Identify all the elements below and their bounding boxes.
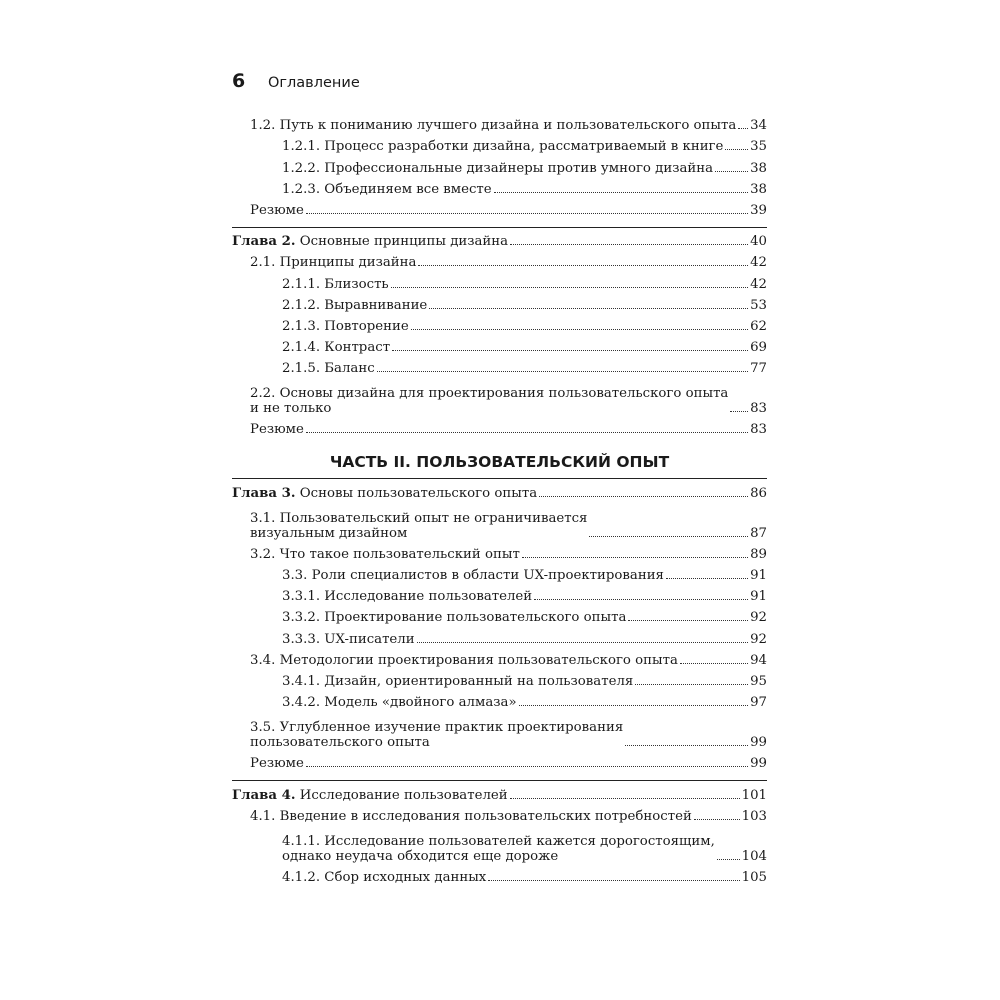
toc-entry[interactable] bbox=[232, 604, 767, 625]
chapter-title: Исследование пользователей bbox=[295, 787, 508, 803]
toc-entry[interactable] bbox=[232, 334, 767, 355]
toc-entry-title: 2.1.2. Выравнивание bbox=[282, 297, 428, 313]
dot-leader bbox=[377, 371, 748, 372]
dot-leader bbox=[510, 798, 740, 799]
dot-leader bbox=[730, 411, 748, 412]
toc-page-number: 38 bbox=[750, 160, 767, 176]
toc-entry[interactable] bbox=[232, 803, 767, 824]
toc-entry-title bbox=[250, 511, 587, 541]
dot-leader bbox=[494, 192, 748, 193]
toc-entry-title: Резюме bbox=[250, 756, 304, 772]
part-heading: ЧАСТЬ II. ПОЛЬЗОВАТЕЛЬСКИЙ ОПЫТ bbox=[329, 453, 670, 472]
toc-page-number: 83 bbox=[750, 401, 767, 417]
dot-leader bbox=[306, 213, 748, 214]
toc-entry-title bbox=[282, 834, 715, 864]
toc-chapter-2[interactable] bbox=[232, 228, 767, 249]
toc-page-number: 42 bbox=[750, 255, 767, 271]
toc-entry-title: 1.2.3. Объединяем все вместе bbox=[282, 181, 492, 197]
chapter-title: Основы пользовательского опыта bbox=[295, 485, 538, 501]
toc-page-number: 77 bbox=[750, 361, 767, 377]
toc-entry-title: 3.2. Что такое пользовательский опыт bbox=[250, 546, 520, 562]
toc-entry-title: 1.2.2. Профессиональные дизайнеры против умного дизайна bbox=[282, 160, 714, 176]
dot-leader bbox=[522, 557, 748, 558]
toc-entry[interactable] bbox=[232, 292, 767, 313]
toc-page-number: 39 bbox=[750, 202, 767, 218]
chapter-label: Глава 2. bbox=[232, 234, 296, 250]
toc-entry-title: 4.1.2. Сбор исходных данных bbox=[282, 869, 487, 885]
toc-entry[interactable] bbox=[232, 541, 767, 562]
toc-entry[interactable] bbox=[232, 376, 767, 416]
toc-entry[interactable] bbox=[232, 249, 767, 270]
toc-page-number: 103 bbox=[741, 808, 767, 824]
toc-entry[interactable] bbox=[232, 689, 767, 710]
dot-leader bbox=[392, 350, 748, 351]
dot-leader bbox=[635, 684, 748, 685]
toc-page-number: 62 bbox=[750, 318, 767, 334]
toc-entry-title: Резюме bbox=[250, 422, 304, 438]
dot-leader bbox=[725, 149, 748, 150]
dot-leader bbox=[694, 819, 740, 820]
toc-page-number: 92 bbox=[750, 631, 767, 647]
toc-page-number: 92 bbox=[750, 610, 767, 626]
dot-leader bbox=[717, 859, 740, 860]
chapter-label: Глава 4. bbox=[232, 787, 296, 803]
toc-entry-summary[interactable] bbox=[232, 750, 767, 771]
dot-leader bbox=[625, 745, 748, 746]
dot-leader bbox=[306, 432, 748, 433]
dot-leader bbox=[306, 766, 748, 767]
toc-entry-summary[interactable] bbox=[232, 416, 767, 437]
dot-leader bbox=[738, 128, 748, 129]
toc-entry-title: 2.1.1. Близость bbox=[282, 276, 389, 292]
toc-page-number: 95 bbox=[750, 673, 767, 689]
toc-page-number: 99 bbox=[750, 735, 767, 751]
toc-page-number: 91 bbox=[750, 568, 767, 583]
chapter-title: Основные принципы дизайна bbox=[295, 234, 509, 250]
toc-page-number: 69 bbox=[750, 340, 767, 356]
toc-entry-line: однако неудача обходится еще дороже bbox=[282, 848, 559, 864]
dot-leader bbox=[418, 265, 748, 266]
toc-entry-title: 2.1.5. Баланс bbox=[282, 361, 375, 377]
dot-leader bbox=[417, 642, 748, 643]
toc-page-number: 87 bbox=[750, 525, 767, 541]
chapter-label: Глава 3. bbox=[232, 485, 296, 501]
dot-leader bbox=[519, 705, 748, 706]
toc-entry-line: и не только bbox=[250, 401, 332, 417]
toc-entry[interactable] bbox=[232, 668, 767, 689]
toc-entry[interactable] bbox=[232, 625, 767, 646]
page-number: 6 bbox=[232, 70, 246, 92]
toc-page-number: 53 bbox=[750, 297, 767, 313]
toc-entry[interactable] bbox=[232, 112, 767, 133]
toc-entry-title: 3.3.2. Проектирование пользовательского опыта bbox=[282, 610, 627, 626]
dot-leader bbox=[488, 880, 739, 881]
toc-entry[interactable] bbox=[232, 133, 767, 154]
page-header bbox=[232, 70, 360, 92]
dot-leader bbox=[510, 244, 748, 245]
toc-page-number: 86 bbox=[750, 485, 767, 501]
toc-entry[interactable] bbox=[232, 583, 767, 604]
toc-entry-title: 2.1.4. Контраст bbox=[282, 340, 391, 356]
toc-entry-title bbox=[250, 386, 728, 416]
dot-leader bbox=[539, 496, 748, 497]
dot-leader bbox=[680, 663, 748, 664]
toc-page-number: 34 bbox=[750, 118, 767, 134]
chapter-heading bbox=[232, 234, 508, 249]
toc-entry-line: пользовательского опыта bbox=[250, 735, 430, 751]
toc-page-number: 35 bbox=[750, 139, 767, 155]
dot-leader bbox=[666, 578, 748, 579]
toc-entry-line: 3.1. Пользовательский опыт не ограничивается bbox=[250, 510, 588, 526]
toc-entry[interactable] bbox=[232, 154, 767, 175]
toc-page-number: 94 bbox=[750, 652, 767, 668]
toc-entry[interactable] bbox=[232, 824, 767, 864]
toc-entry[interactable] bbox=[232, 270, 767, 291]
toc-entry-title: 1.2.1. Процесс разработки дизайна, рассматриваемый в книге bbox=[282, 139, 724, 155]
toc-page-number: 105 bbox=[741, 869, 767, 885]
dot-leader bbox=[715, 171, 748, 172]
toc-entry[interactable] bbox=[232, 355, 767, 376]
toc-chapter-3[interactable] bbox=[232, 479, 767, 500]
toc-entry-title: 3.3.3. UX-писатели bbox=[282, 631, 415, 647]
toc-entry-line: 2.2. Основы дизайна для проектирования пользовательского опыта bbox=[250, 386, 729, 402]
toc-page-number: 101 bbox=[741, 787, 767, 803]
dot-leader bbox=[589, 536, 748, 537]
chapter-heading bbox=[232, 788, 508, 803]
toc-entry-title: 2.1. Принципы дизайна bbox=[250, 255, 417, 271]
dot-leader bbox=[534, 599, 748, 600]
toc-chapter-4[interactable] bbox=[232, 781, 767, 802]
toc-entry-title: 3.4. Методологии проектирования пользовательского опыта bbox=[250, 652, 678, 668]
toc-page-number: 83 bbox=[750, 422, 767, 438]
toc-page-number: 38 bbox=[750, 181, 767, 197]
toc-entry[interactable] bbox=[232, 710, 767, 750]
dot-leader bbox=[628, 620, 748, 621]
dot-leader bbox=[429, 308, 748, 309]
toc-entry-line: 3.5. Углубленное изучение практик проектирования bbox=[250, 720, 624, 736]
toc-entry-title: 3.3.1. Исследование пользователей bbox=[282, 589, 533, 605]
toc-entry[interactable] bbox=[232, 647, 767, 668]
toc-entry-title: 4.1. Введение в исследования пользовательских потребностей bbox=[250, 808, 692, 824]
toc-entry[interactable] bbox=[232, 562, 767, 583]
toc-entry[interactable] bbox=[232, 176, 767, 197]
dot-leader bbox=[391, 287, 748, 288]
toc-entry-title: 2.1.3. Повторение bbox=[282, 318, 409, 334]
toc-page-number: 91 bbox=[750, 589, 767, 605]
toc-page-number: 99 bbox=[750, 756, 767, 772]
toc-entry-title: Резюме bbox=[250, 202, 304, 218]
toc-entry-line: 4.1.1. Исследование пользователей кажется дорогостоящим, bbox=[282, 833, 715, 849]
dot-leader bbox=[411, 329, 748, 330]
toc-entry[interactable] bbox=[232, 313, 767, 334]
toc-entry-title: 1.2. Путь к пониманию лучшего дизайна и пользовательского опыта bbox=[250, 118, 737, 134]
toc-entry[interactable] bbox=[232, 864, 767, 885]
chapter-heading bbox=[232, 486, 537, 501]
toc-entry-line: визуальным дизайном bbox=[250, 525, 408, 541]
toc-page-number: 104 bbox=[741, 848, 767, 864]
toc-entry-summary[interactable] bbox=[232, 197, 767, 218]
toc-page-number: 42 bbox=[750, 276, 767, 292]
toc-entry-title bbox=[250, 720, 623, 750]
toc-page-number: 97 bbox=[750, 695, 767, 711]
toc-entry-title: 3.4.1. Дизайн, ориентированный на пользователя bbox=[282, 673, 634, 689]
toc-page-number: 40 bbox=[750, 234, 767, 250]
table-of-contents bbox=[232, 112, 767, 885]
running-title: Оглавление bbox=[268, 75, 360, 91]
toc-entry[interactable] bbox=[232, 501, 767, 541]
toc-page-number: 89 bbox=[750, 546, 767, 562]
toc-entry-title: 3.4.2. Модель «двойного алмаза» bbox=[282, 695, 517, 711]
toc-entry-title: 3.3. Роли специалистов в области UX-проектирования bbox=[282, 568, 664, 583]
